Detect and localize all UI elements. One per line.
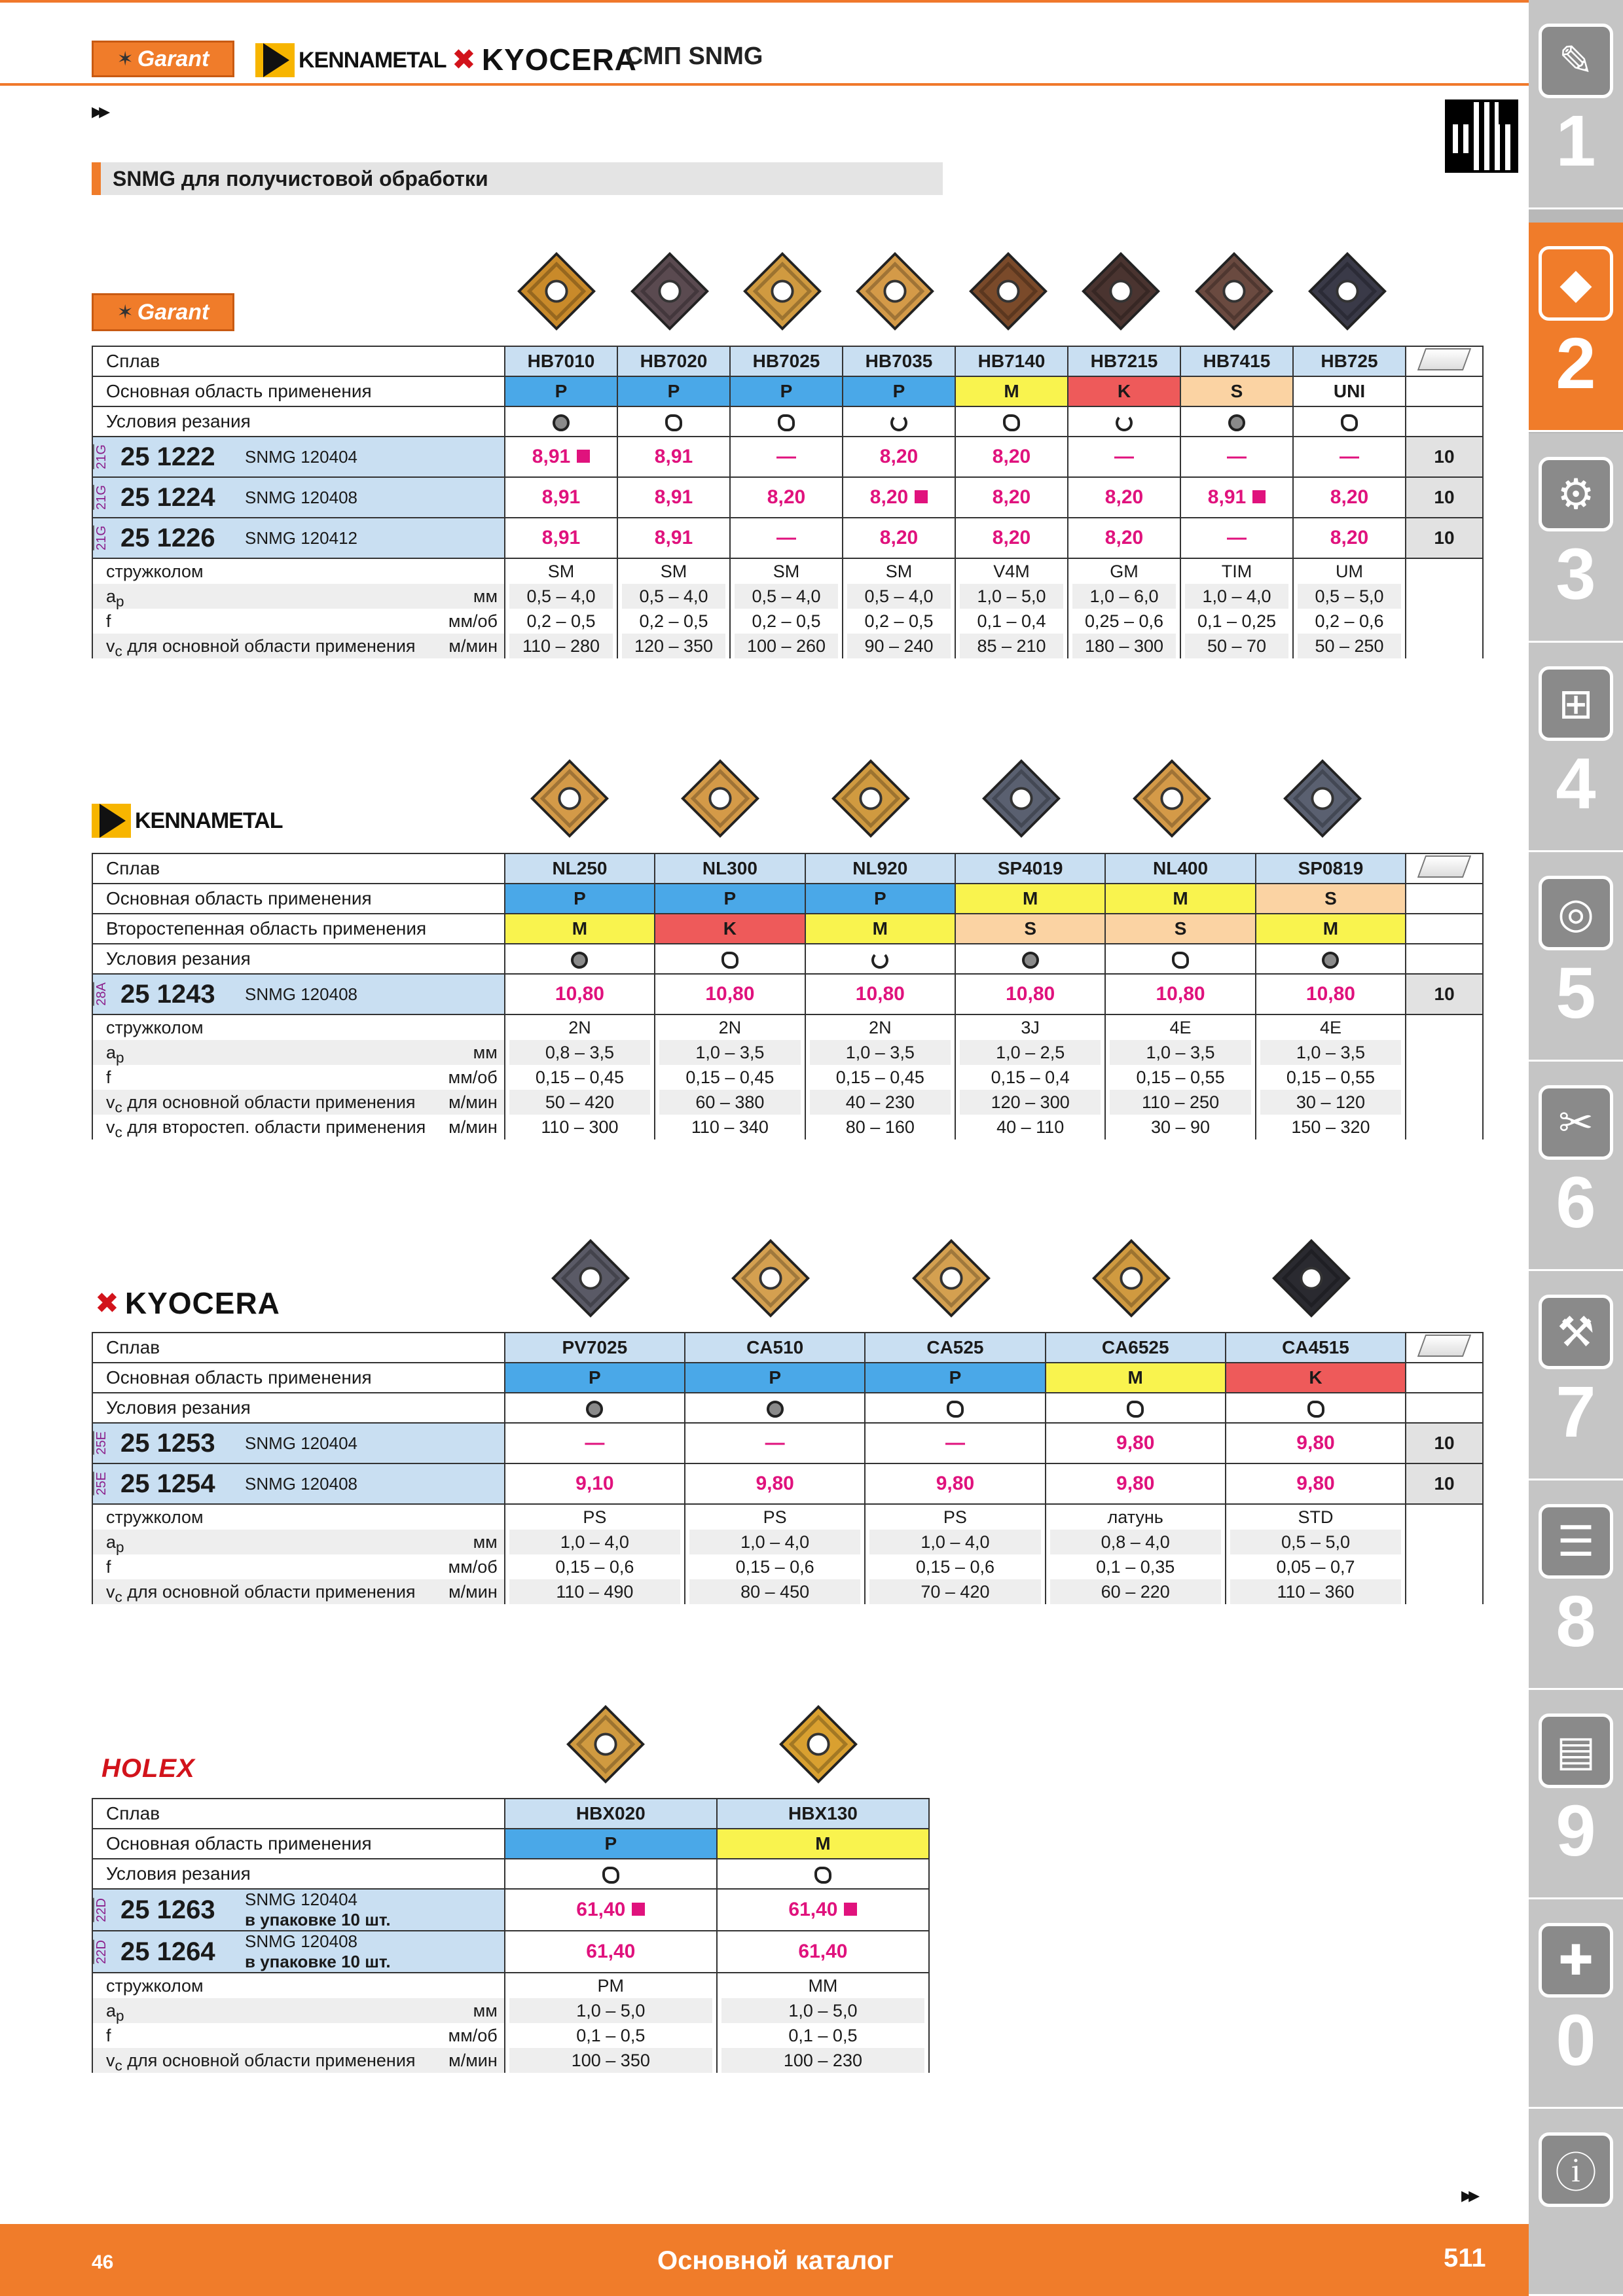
cutting-condition-icon <box>1322 952 1339 969</box>
price-cell[interactable]: 8,20 <box>955 477 1068 518</box>
footer <box>0 2224 1529 2296</box>
chapter-icon: ◎ <box>1539 876 1613 950</box>
area-cell: S <box>1256 884 1406 914</box>
cutting-condition-icon <box>947 1401 964 1418</box>
price-cell[interactable]: — <box>505 1423 685 1463</box>
table-holex <box>92 1798 930 2073</box>
price-cell[interactable]: 10,80 <box>955 974 1105 1014</box>
cutting-condition-icon <box>1003 414 1020 431</box>
price-cell[interactable]: 9,80 <box>685 1463 865 1504</box>
price-cell[interactable]: 61,40 <box>505 1889 717 1931</box>
label-main-area: Основная область применения <box>92 884 505 914</box>
area2-cell: M <box>505 914 655 944</box>
chapter-icon: ✎ <box>1539 24 1613 98</box>
footer-title: Основной каталог <box>657 2246 894 2275</box>
price-cell[interactable]: 10,80 <box>1105 974 1255 1014</box>
cutting-condition-icon <box>871 952 888 969</box>
area-cell: M <box>955 884 1105 914</box>
kyocera-logo: ✖ KYOCERA <box>452 43 637 77</box>
price-cell[interactable]: 8,91 <box>1180 477 1293 518</box>
price-cell[interactable]: 10,80 <box>505 974 655 1014</box>
price-cell[interactable]: 9,80 <box>1046 1423 1226 1463</box>
area-cell: M <box>717 1829 929 1859</box>
garant-logo-t1: ✶ Garant <box>92 293 234 331</box>
area-cell: P <box>617 376 730 406</box>
chapter-icon: ▤ <box>1539 1713 1613 1788</box>
price-cell[interactable]: 10,80 <box>805 974 955 1014</box>
insert-image <box>514 249 599 334</box>
stock-square-icon <box>577 450 590 463</box>
pack-icon <box>1406 1333 1483 1363</box>
area-cell: UNI <box>1293 376 1406 406</box>
cutting-condition-icon <box>721 952 739 969</box>
price-cell[interactable]: 8,20 <box>843 477 955 518</box>
stock-square-icon <box>844 1903 857 1916</box>
area-cell: P <box>505 1829 717 1859</box>
pack-qty: 10 <box>1406 1423 1483 1463</box>
area-cell: S <box>1180 376 1293 406</box>
sidebar-item-6[interactable]: ✂ 6 <box>1529 1062 1623 1271</box>
label-alloy: Сплав <box>92 346 505 376</box>
table-kennametal <box>92 853 1484 1139</box>
qr-code[interactable] <box>1445 99 1518 173</box>
alloy-header: NL300 <box>655 853 805 884</box>
kyocera-logo-t3: ✖ KYOCERA <box>95 1286 280 1320</box>
alloy-header: PV7025 <box>505 1333 685 1363</box>
alloy-header: HB7415 <box>1180 346 1293 376</box>
param-values: латунь 0,8 – 4,0 0,1 – 0,35 60 – 220 <box>1046 1504 1226 1604</box>
area2-cell: S <box>1105 914 1255 944</box>
price-cell[interactable]: — <box>685 1423 865 1463</box>
param-values: 4E 1,0 – 3,5 0,15 – 0,55 30 – 120 150 – 320 <box>1256 1014 1406 1139</box>
garant-star-icon: ✶ <box>117 48 134 70</box>
area-cell: M <box>1046 1363 1226 1393</box>
alloy-header: HBX130 <box>717 1799 929 1829</box>
price-cell[interactable]: 8,20 <box>1068 518 1180 558</box>
insert-image <box>1269 1236 1354 1321</box>
price-cell[interactable]: 9,10 <box>505 1463 685 1504</box>
price-cell[interactable]: 8,20 <box>1293 518 1406 558</box>
cutting-condition-icon <box>890 414 907 431</box>
param-values: GM 1,0 – 6,0 0,25 – 0,6 180 – 300 <box>1068 558 1180 658</box>
price-cell[interactable]: 8,91 <box>505 477 617 518</box>
cutting-condition-icon <box>814 1867 831 1884</box>
param-labels: стружколом $a_p$ мм f мм/об $v_c$ для основной области применения м/мин <box>92 1973 505 2073</box>
insert-image <box>909 1236 994 1321</box>
price-cell[interactable]: 8,20 <box>1293 477 1406 518</box>
param-labels: стружколом $a_p$ мм f мм/об $v_c$ для основной области применения м/мин <box>92 558 505 658</box>
area2-cell: M <box>805 914 955 944</box>
alloy-header: HB7035 <box>843 346 955 376</box>
label-main-area: Основная область применения <box>92 1363 505 1393</box>
page-number-right: 511 <box>1444 2244 1486 2272</box>
chapter-icon: ☰ <box>1539 1504 1613 1579</box>
chapter-icon: ⚒ <box>1539 1295 1613 1369</box>
insert-image <box>852 249 938 334</box>
price-cell[interactable]: 8,20 <box>955 518 1068 558</box>
insert-image <box>828 756 913 841</box>
area2-cell: M <box>1256 914 1406 944</box>
sidebar-item-9[interactable]: ▤ 9 <box>1529 1690 1623 1899</box>
alloy-header: HB7025 <box>730 346 843 376</box>
alloy-header: HB7010 <box>505 346 617 376</box>
garant-logo: ✶ Garant <box>92 41 234 77</box>
cutting-condition-icon <box>1116 414 1133 431</box>
label-alloy: Сплав <box>92 853 505 884</box>
insert-image <box>740 249 825 334</box>
param-values: 2N 0,8 – 3,5 0,15 – 0,45 50 – 420 110 – 300 <box>505 1014 655 1139</box>
price-cell[interactable]: 61,40 <box>717 1889 929 1931</box>
label-cond: Условия резания <box>92 1393 505 1423</box>
price-cell[interactable]: 8,91 <box>505 518 617 558</box>
price-cell[interactable]: 8,91 <box>617 437 730 477</box>
alloy-header: HB7215 <box>1068 346 1180 376</box>
order-number-cell[interactable]: 25E 25 1254 SNMG 120408 <box>92 1463 505 1504</box>
price-cell[interactable]: 61,40 <box>505 1931 717 1973</box>
price-cell[interactable]: 61,40 <box>717 1931 929 1973</box>
kyocera-mark-icon: ✖ <box>95 1287 120 1319</box>
param-values: 2N 1,0 – 3,5 0,15 – 0,45 60 – 380 110 – 340 <box>655 1014 805 1139</box>
cutting-condition-icon <box>1228 414 1245 431</box>
kennametal-logo-t2: KENNAMETAL <box>92 804 282 838</box>
price-cell[interactable]: 9,80 <box>865 1463 1045 1504</box>
param-values: PS 1,0 – 4,0 0,15 – 0,6 70 – 420 <box>865 1504 1045 1604</box>
param-values: 2N 1,0 – 3,5 0,15 – 0,45 40 – 230 80 – 160 <box>805 1014 955 1139</box>
cutting-condition-icon <box>1341 414 1358 431</box>
pack-qty: 10 <box>1406 437 1483 477</box>
holex-logo: HOLEX <box>101 1754 195 1783</box>
area-cell: P <box>655 884 805 914</box>
kennametal-k-icon <box>255 43 295 77</box>
insert-image <box>979 756 1064 841</box>
price-cell[interactable]: — <box>730 518 843 558</box>
area-cell: P <box>805 884 955 914</box>
label-cond: Условия резания <box>92 406 505 437</box>
insert-image <box>1192 249 1277 334</box>
param-labels: стружколом $a_p$ мм f мм/об $v_c$ для основной области применения м/мин $v_c$ для второстеп. области применения м/мин <box>92 1014 505 1139</box>
label-main-area: Основная область применения <box>92 1829 505 1859</box>
param-values: 3J 1,0 – 2,5 0,15 – 0,4 120 – 300 40 – 110 <box>955 1014 1105 1139</box>
order-number-cell[interactable]: 25E 25 1253 SNMG 120404 <box>92 1423 505 1463</box>
table-garant <box>92 346 1484 658</box>
price-cell[interactable]: 8,20 <box>1068 477 1180 518</box>
alloy-header: SP0819 <box>1256 853 1406 884</box>
price-cell[interactable]: 8,91 <box>617 518 730 558</box>
cutting-condition-icon <box>1127 1401 1144 1418</box>
kennametal-logo: KENNAMETAL <box>255 43 446 77</box>
cutting-condition-icon <box>571 952 588 969</box>
area-cell: P <box>865 1363 1045 1393</box>
price-cell[interactable]: 10,80 <box>1256 974 1406 1014</box>
insert-image <box>966 249 1051 334</box>
price-cell[interactable]: 9,80 <box>1046 1463 1226 1504</box>
order-number-cell[interactable]: 22D 25 1263 SNMG 120404 в упаковке 10 шт. <box>92 1889 505 1931</box>
area-cell: P <box>505 376 617 406</box>
price-cell[interactable]: — <box>1180 437 1293 477</box>
price-cell[interactable]: 8,91 <box>617 477 730 518</box>
cutting-condition-icon <box>1022 952 1039 969</box>
cutting-condition-icon <box>586 1401 603 1418</box>
area-cell: M <box>1105 884 1255 914</box>
chapter-icon: ✚ <box>1539 1923 1613 1998</box>
label-alloy: Сплав <box>92 1333 505 1363</box>
alloy-header: CA510 <box>685 1333 865 1363</box>
param-values: SM 0,5 – 4,0 0,2 – 0,5 110 – 280 <box>505 558 617 658</box>
price-cell[interactable]: 8,20 <box>843 518 955 558</box>
insert-image <box>1089 1236 1174 1321</box>
order-number-cell[interactable]: 28A 25 1243 SNMG 120408 <box>92 974 505 1014</box>
area-cell: P <box>685 1363 865 1393</box>
price-cell[interactable]: — <box>1068 437 1180 477</box>
label-cond: Условия резания <box>92 944 505 974</box>
insert-image <box>728 1236 813 1321</box>
param-values: SM 0,5 – 4,0 0,2 – 0,5 120 – 350 <box>617 558 730 658</box>
alloy-header: HB7020 <box>617 346 730 376</box>
area2-cell: K <box>655 914 805 944</box>
area-cell: P <box>843 376 955 406</box>
param-values: UM 0,5 – 5,0 0,2 – 0,6 50 – 250 <box>1293 558 1406 658</box>
page-number-left: 46 <box>92 2251 114 2273</box>
insert-image <box>627 249 712 334</box>
area-cell: M <box>955 376 1068 406</box>
param-values: SM 0,5 – 4,0 0,2 – 0,5 100 – 260 <box>730 558 843 658</box>
sidebar-item-0[interactable]: ✚ 0 <box>1529 1899 1623 2109</box>
cutting-condition-icon <box>1307 1401 1324 1418</box>
alloy-header: CA6525 <box>1046 1333 1226 1363</box>
alloy-header: NL400 <box>1105 853 1255 884</box>
alloy-header: CA525 <box>865 1333 1045 1363</box>
chapter-icon: ⊞ <box>1539 666 1613 741</box>
label-alloy: Сплав <box>92 1799 505 1829</box>
garant-star-icon: ✶ <box>117 301 134 323</box>
cutting-condition-icon <box>665 414 682 431</box>
price-cell[interactable]: 8,91 <box>505 437 617 477</box>
insert-image <box>1280 756 1365 841</box>
sidebar-item-i[interactable] <box>1529 2109 1623 2296</box>
param-values: TIM 1,0 – 4,0 0,1 – 0,25 50 – 70 <box>1180 558 1293 658</box>
insert-image <box>563 1702 648 1787</box>
price-cell[interactable]: 8,20 <box>955 437 1068 477</box>
pack-icon <box>1406 853 1483 884</box>
label-second-area: Второстепенная область применения <box>92 914 505 944</box>
sidebar-item-7[interactable]: ⚒ 7 <box>1529 1271 1623 1480</box>
price-cell[interactable]: — <box>1180 518 1293 558</box>
insert-image <box>1305 249 1390 334</box>
param-values: SM 0,5 – 4,0 0,2 – 0,5 90 – 240 <box>843 558 955 658</box>
pack-qty: 10 <box>1406 1463 1483 1504</box>
table-kyocera <box>92 1332 1484 1604</box>
param-values: PM 1,0 – 5,0 0,1 – 0,5 100 – 350 <box>505 1973 717 2073</box>
price-cell[interactable]: — <box>865 1423 1045 1463</box>
sidebar-item-3[interactable]: ⚙ 3 <box>1529 433 1623 643</box>
area-cell: K <box>1226 1363 1406 1393</box>
insert-image <box>548 1236 633 1321</box>
param-values: MM 1,0 – 5,0 0,1 – 0,5 100 – 230 <box>717 1973 929 2073</box>
price-cell[interactable]: 9,80 <box>1226 1463 1406 1504</box>
sidebar-item-4[interactable]: ⊞ 4 <box>1529 643 1623 852</box>
price-cell[interactable]: 10,80 <box>655 974 805 1014</box>
insert-image <box>527 756 612 841</box>
kennametal-k-icon <box>92 804 131 838</box>
param-values: PS 1,0 – 4,0 0,15 – 0,6 110 – 490 <box>505 1504 685 1604</box>
cutting-condition-icon <box>553 414 570 431</box>
price-cell[interactable]: 8,20 <box>730 477 843 518</box>
insert-image <box>678 756 763 841</box>
insert-image <box>776 1702 861 1787</box>
param-labels: стружколом $a_p$ мм f мм/об $v_c$ для основной области применения м/мин <box>92 1504 505 1604</box>
chapter-icon: ⚙ <box>1539 457 1613 531</box>
label-main-area: Основная область применения <box>92 376 505 406</box>
price-cell[interactable]: — <box>1293 437 1406 477</box>
section-title: SNMG для получистовой обработки <box>92 162 943 195</box>
label-cond: Условия резания <box>92 1859 505 1889</box>
param-values: 4E 1,0 – 3,5 0,15 – 0,55 110 – 250 30 – 90 <box>1105 1014 1255 1139</box>
pack-icon <box>1406 346 1483 376</box>
alloy-header: SP4019 <box>955 853 1105 884</box>
sidebar-item-5[interactable]: ◎ 5 <box>1529 852 1623 1062</box>
order-number-cell[interactable]: 21G 25 1224 SNMG 120408 <box>92 477 505 518</box>
cutting-condition-icon <box>778 414 795 431</box>
sidebar-item-2[interactable]: ◆ 2 <box>1529 223 1623 432</box>
kyocera-mark-icon: ✖ <box>452 43 477 76</box>
price-cell[interactable]: 8,20 <box>843 437 955 477</box>
price-cell[interactable]: — <box>730 437 843 477</box>
area-cell: K <box>1068 376 1180 406</box>
area-cell: P <box>730 376 843 406</box>
stock-square-icon <box>632 1903 645 1916</box>
alloy-header: HBX020 <box>505 1799 717 1829</box>
alloy-header: NL250 <box>505 853 655 884</box>
price-cell[interactable]: 9,80 <box>1226 1423 1406 1463</box>
chapter-icon: ✂ <box>1539 1085 1613 1160</box>
alloy-header: CA4515 <box>1226 1333 1406 1363</box>
order-number-cell[interactable]: 21G 25 1226 SNMG 120412 <box>92 518 505 558</box>
pack-qty: 10 <box>1406 518 1483 558</box>
cutting-condition-icon <box>1172 952 1189 969</box>
sidebar-item-1[interactable]: ✎ 1 <box>1529 0 1623 209</box>
cutting-condition-icon <box>602 1867 619 1884</box>
alloy-header: HB725 <box>1293 346 1406 376</box>
stock-square-icon <box>915 490 928 503</box>
insert-image <box>1078 249 1163 334</box>
order-number-cell[interactable]: 21G 25 1222 SNMG 120404 <box>92 437 505 477</box>
chapter-icon: ◆ <box>1539 246 1613 321</box>
alloy-header: NL920 <box>805 853 955 884</box>
chapter-icon: ⓘ <box>1539 2132 1613 2207</box>
alloy-header: HB7140 <box>955 346 1068 376</box>
forward-arrows[interactable]: ▸▸ <box>92 99 107 124</box>
stock-square-icon <box>1252 490 1266 503</box>
cutting-condition-icon <box>767 1401 784 1418</box>
pack-qty: 10 <box>1406 974 1483 1014</box>
order-number-cell[interactable]: 22D 25 1264 SNMG 120408 в упаковке 10 шт. <box>92 1931 505 1973</box>
area-cell: P <box>505 1363 685 1393</box>
area-cell: P <box>505 884 655 914</box>
page-title: СМП SNMG <box>625 43 763 70</box>
forward-arrows-bottom[interactable]: ▸▸ <box>1461 2183 1476 2208</box>
insert-image <box>1129 756 1214 841</box>
param-values: PS 1,0 – 4,0 0,15 – 0,6 80 – 450 <box>685 1504 865 1604</box>
param-values: STD 0,5 – 5,0 0,05 – 0,7 110 – 360 <box>1226 1504 1406 1604</box>
sidebar-item-8[interactable]: ☰ 8 <box>1529 1480 1623 1690</box>
param-values: V4M 1,0 – 5,0 0,1 – 0,4 85 – 210 <box>955 558 1068 658</box>
area2-cell: S <box>955 914 1105 944</box>
pack-qty: 10 <box>1406 477 1483 518</box>
